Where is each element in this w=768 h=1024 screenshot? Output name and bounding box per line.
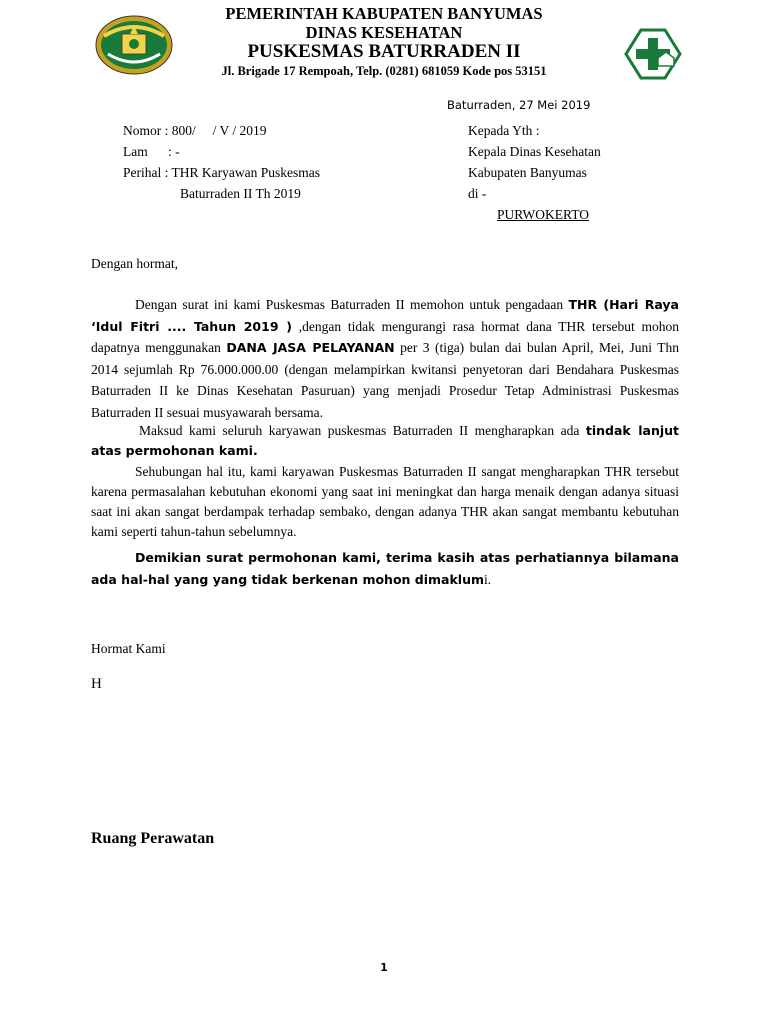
- header-government: PEMERINTAH KABUPATEN BANYUMAS: [225, 4, 543, 23]
- salutation: Dengan hormat,: [91, 256, 178, 271]
- letter-attachment: Lam : -: [123, 144, 180, 159]
- header-department: DINAS KESEHATAN: [305, 23, 463, 42]
- letter-subject-continued: Baturraden II Th 2019: [180, 186, 301, 201]
- paragraph-request-fund: DANA JASA PELAYANAN: [226, 340, 395, 355]
- header-puskesmas: PUSKESMAS BATURRADEN II: [247, 41, 521, 62]
- recipient-at: di -: [468, 186, 487, 201]
- letter-number: Nomor : 800/ / V / 2019: [123, 123, 267, 138]
- header-address: Jl. Brigade 17 Rempoah, Telp. (0281) 681059 Kode pos 53151: [221, 64, 547, 78]
- paragraph-reason: Sehubungan hal itu, kami karyawan Puskesmas Baturraden II sangat mengharapkan THR tersebut karena permasalahan kebutuhan ekonomi yang saat ini meningkat dan harga menaik dengan adanya situasi saat ini akan sangat berdampak terhadap sembako, dengan adanya THR akan sangat membantu kebutuhan kami seperti tahun-tahun sebelumnya.: [91, 464, 679, 539]
- recipient-city: PURWOKERTO: [497, 207, 589, 222]
- paragraph-request-part1: Dengan surat ini kami Puskesmas Baturraden II memohon untuk pengadaan: [135, 297, 569, 312]
- signature-initial: H: [91, 676, 102, 692]
- paragraph-intent-part1: Maksud kami seluruh karyawan puskesmas Baturraden II mengharapkan ada: [139, 423, 586, 438]
- unit-name: Ruang Perawatan: [91, 830, 215, 847]
- letter-date: Baturraden, 27 Mei 2019: [447, 98, 591, 112]
- paragraph-closing-end: i.: [484, 572, 492, 587]
- paragraph-request-part3: per 3 (tiga) bulan dai bulan April, Mei, Juni Thn 2014 sejumlah Rp 76.000.000.00 (dengan melampirkan kwitansi penyetoran dari Bendahara Puskesmas Baturraden II ke Dinas Kesehatan Pasuruan) yang menjadi Prosedur Tetap Administrasi Puskesmas Baturraden II sesuai musyawarah bersama.: [91, 340, 679, 420]
- recipient-greeting: Kepada Yth :: [468, 123, 540, 138]
- recipient-title: Kepala Dinas Kesehatan: [468, 144, 601, 159]
- paragraph-request-thr: THR (Hari Raya ‘Idul Fitri .... Tahun 2019 ): [91, 297, 679, 334]
- page-number: 1: [380, 961, 388, 974]
- paragraph-closing-bold: Demikian surat permohonan kami, terima kasih atas perhatiannya bilamana ada hal-hal yang yang tidak berkenan mohon dimaklum: [91, 550, 679, 587]
- recipient-region: Kabupaten Banyumas: [468, 165, 587, 180]
- paragraph-closing: [91, 547, 679, 591]
- paragraph-intent-bold: tindak lanjut atas permohonan kami.: [91, 423, 680, 458]
- closing-greeting: Hormat Kami: [91, 641, 166, 656]
- letter-subject: Perihal : THR Karyawan Puskesmas: [123, 165, 320, 180]
- paragraph-request-part2: ,dengan tidak mengurangi rasa hormat dana THR tersebut mohon dapatnya menggunakan: [91, 318, 679, 355]
- paragraph-intent: [91, 421, 679, 461]
- paragraph-request: [91, 294, 679, 423]
